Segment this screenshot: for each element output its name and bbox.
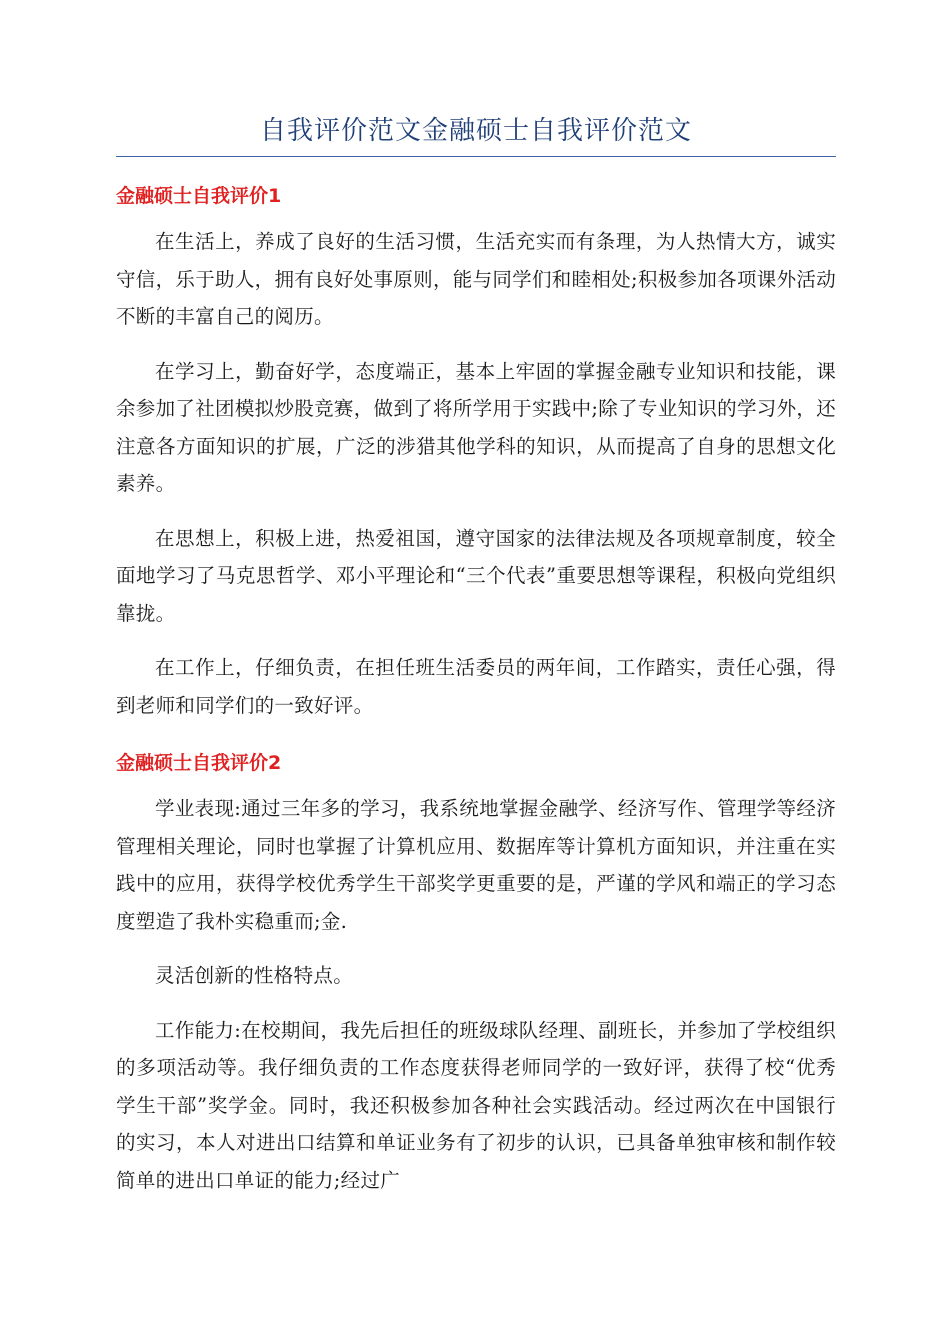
paragraph: 在思想上，积极上进，热爱祖国，遵守国家的法律法规及各项规章制度，较全面地学习了马克思哲学、邓小平理论和“三个代表”重要思想等课程，积极向党组织靠拢。 <box>116 526 836 625</box>
section-2 <box>116 750 836 1199</box>
document-page <box>116 112 836 1216</box>
section-1 <box>116 183 836 724</box>
paragraph: 在工作上，仔细负责，在担任班生活委员的两年间，工作踏实，责任心强，得到老师和同学们的一致好评。 <box>116 656 836 717</box>
document-title: 自我评价范文金融硕士自我评价范文 <box>259 116 692 146</box>
paragraph: 学业表现:通过三年多的学习，我系统地掌握金融学、经济写作、管理学等经济管理相关理论，同时也掌握了计算机应用、数据库等计算机方面知识，并注重在实践中的应用，获得学校优秀学生干部奖学更重要的是，严谨的学风和端正的学习态度塑造了我朴实稳重而;金. <box>116 797 836 933</box>
paragraph: 灵活创新的性格特点。 <box>155 964 354 987</box>
title-divider <box>116 156 836 157</box>
paragraph: 工作能力:在校期间，我先后担任的班级球队经理、副班长，并参加了学校组织的多项活动等。我仔细负责的工作态度获得老师同学的一致好评，获得了校“优秀学生干部”奖学金。同时，我还积极参加各种社会实践活动。经过两次在中国银行的实习，本人对进出口结算和单证业务有了初步的认识，已具备单独审核和制作较简单的进出口单证的能力;经过广 <box>116 1018 836 1192</box>
section-heading: 金融硕士自我评价2 <box>116 752 282 774</box>
paragraph: 在生活上，养成了良好的生活习惯，生活充实而有条理，为人热情大方，诚实守信，乐于助人，拥有良好处事原则，能与同学们和睦相处;积极参加各项课外活动不断的丰富自己的阅历。 <box>116 230 836 328</box>
section-heading: 金融硕士自我评价1 <box>116 185 282 207</box>
paragraph: 在学习上，勤奋好学，态度端正，基本上牢固的掌握金融专业知识和技能，课余参加了社团模拟炒股竞赛，做到了将所学用于实践中;除了专业知识的学习外，还注意各方面知识的扩展，广泛的涉猎其他学科的知识，从而提高了自身的思想文化素养。 <box>116 359 836 495</box>
